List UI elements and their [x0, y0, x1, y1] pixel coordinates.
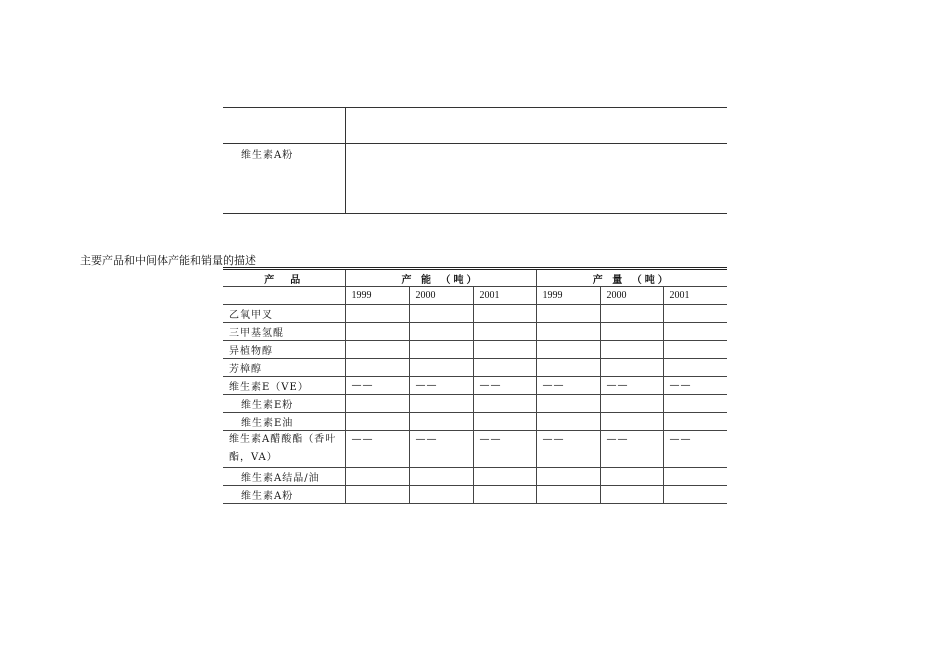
table-cell [345, 305, 409, 323]
header-capacity: 产 能 （吨） [345, 269, 536, 287]
table-cell [409, 305, 473, 323]
table-cell [600, 341, 663, 359]
table-cell [600, 413, 663, 431]
table-cell [663, 323, 727, 341]
table-cell: —— [473, 431, 536, 468]
table-cell [600, 323, 663, 341]
table-cell [409, 359, 473, 377]
year-capacity-2001: 2001 [473, 287, 536, 305]
product-name: 维生素A结晶/油 [223, 468, 345, 486]
table-row [223, 341, 727, 359]
table-cell [663, 359, 727, 377]
table-cell [473, 395, 536, 413]
header-output: 产 量 （吨） [536, 269, 727, 287]
table-cell [473, 359, 536, 377]
table-caption: 主要产品和中间体产能和销量的描述 [80, 254, 256, 267]
capacity-output-table [223, 267, 727, 504]
product-name: 乙氧甲叉 [223, 305, 345, 323]
table-row [223, 395, 727, 413]
product-name: 芳樟醇 [223, 359, 345, 377]
table-cell [409, 486, 473, 504]
year-output-1999: 1999 [536, 287, 600, 305]
table-cell [473, 413, 536, 431]
table-cell [663, 305, 727, 323]
table-cell [536, 341, 600, 359]
table-cell [473, 341, 536, 359]
table-cell [345, 413, 409, 431]
table-cell [473, 323, 536, 341]
table-border-bottom [223, 213, 727, 214]
table-cell [409, 468, 473, 486]
table-cell [600, 305, 663, 323]
table-column-divider [345, 107, 346, 214]
table-row [223, 323, 727, 341]
year-capacity-2000: 2000 [409, 287, 473, 305]
table-cell [600, 359, 663, 377]
table-cell: —— [345, 431, 409, 468]
table-cell [345, 395, 409, 413]
table-cell [600, 468, 663, 486]
table-cell [409, 413, 473, 431]
table-cell [409, 341, 473, 359]
table-cell [600, 395, 663, 413]
table-cell [536, 305, 600, 323]
table-cell [536, 395, 600, 413]
table-cell: —— [536, 431, 600, 468]
table-cell [345, 359, 409, 377]
table-cell [473, 486, 536, 504]
product-name: 三甲基氢醌 [223, 323, 345, 341]
product-name: 维生素E粉 [223, 395, 345, 413]
product-name: 维生素E油 [223, 413, 345, 431]
table-cell [663, 486, 727, 504]
table-cell: —— [600, 377, 663, 395]
table-cell [663, 395, 727, 413]
table-cell [473, 468, 536, 486]
table-cell [600, 486, 663, 504]
table-border-top [223, 107, 727, 108]
table-cell: —— [345, 377, 409, 395]
table-cell: —— [600, 431, 663, 468]
table-row [223, 413, 727, 431]
table-cell [409, 395, 473, 413]
product-name: 维生素A醋酸酯（香叶酯，VA） [223, 431, 345, 468]
fragment-row-label: 维生素A粉 [241, 150, 294, 161]
header-product: 产 品 [223, 269, 345, 287]
table-cell [663, 413, 727, 431]
table-cell: —— [663, 431, 727, 468]
table-row [223, 486, 727, 504]
table-row [223, 305, 727, 323]
table-row-divider [223, 143, 727, 144]
year-output-2001: 2001 [663, 287, 727, 305]
product-name: 维生素E（VE） [223, 377, 345, 395]
table-cell [536, 323, 600, 341]
table-row [223, 359, 727, 377]
table-cell [345, 468, 409, 486]
header-blank [223, 287, 345, 305]
product-name: 异植物醇 [223, 341, 345, 359]
year-output-2000: 2000 [600, 287, 663, 305]
table-row [223, 468, 727, 486]
table-cell: —— [409, 431, 473, 468]
table-cell [663, 468, 727, 486]
table-cell: —— [536, 377, 600, 395]
table-cell: —— [409, 377, 473, 395]
table-cell [536, 486, 600, 504]
table-cell: —— [473, 377, 536, 395]
table-cell: —— [663, 377, 727, 395]
table-cell [536, 413, 600, 431]
table-row [223, 377, 727, 395]
table-cell [345, 341, 409, 359]
table-row [223, 431, 727, 468]
table-cell [536, 468, 600, 486]
product-name: 维生素A粉 [223, 486, 345, 504]
table-cell [409, 323, 473, 341]
year-capacity-1999: 1999 [345, 287, 409, 305]
table-cell [663, 341, 727, 359]
previous-table-fragment [223, 107, 727, 214]
table-cell [536, 359, 600, 377]
table-cell [345, 323, 409, 341]
table-cell [345, 486, 409, 504]
table-cell [473, 305, 536, 323]
